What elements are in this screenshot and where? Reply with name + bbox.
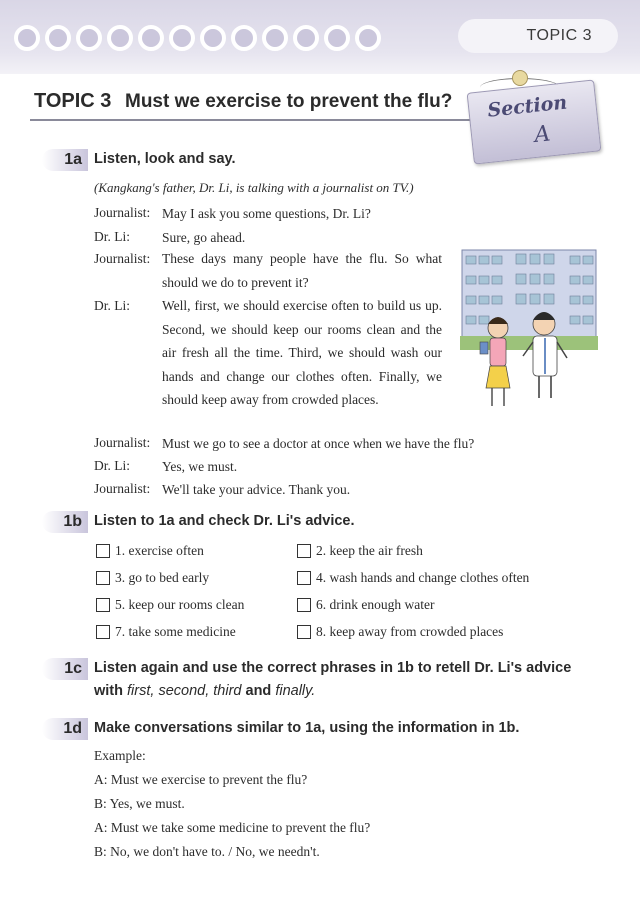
- example-line: A: Must we exercise to prevent the flu?: [94, 772, 308, 787]
- activity-badge-1c: 1c: [42, 658, 88, 680]
- circle-icon: [107, 25, 133, 51]
- example-label: Example:: [94, 748, 146, 763]
- activity-badge-1b: 1b: [42, 511, 88, 533]
- circle-icon: [324, 25, 350, 51]
- checkbox[interactable]: [297, 571, 311, 585]
- checklist-label: 4. wash hands and change clothes often: [316, 570, 530, 585]
- example-line: B: Yes, we must.: [94, 796, 185, 811]
- speaker-label: Journalist:: [94, 435, 151, 450]
- checkbox[interactable]: [96, 598, 110, 612]
- doctor-interview-illustration: [460, 246, 598, 416]
- dialogue-line: We'll take your advice. Thank you.: [162, 482, 351, 497]
- checkbox[interactable]: [297, 598, 311, 612]
- checklist-label: 2. keep the air fresh: [316, 543, 423, 558]
- instr-with: with: [94, 683, 123, 699]
- checkbox[interactable]: [96, 625, 110, 639]
- checkbox[interactable]: [297, 625, 311, 639]
- scene-note: (Kangkang's father, Dr. Li, is talking with a journalist on TV.): [94, 180, 414, 195]
- dialogue-line: Must we go to see a doctor at once when we have the flu?: [162, 436, 475, 451]
- instruction-1c-cont: [94, 683, 315, 699]
- activity-badge-1a: 1a: [42, 149, 88, 171]
- circle-icon: [293, 25, 319, 51]
- checklist-label: 6. drink enough water: [316, 597, 435, 612]
- decorative-circles: [14, 25, 381, 51]
- speaker-label: Journalist:: [94, 481, 151, 496]
- checkbox[interactable]: [96, 544, 110, 558]
- dialogue-line: These days many people have the flu. So what should we do to prevent it?: [162, 251, 442, 290]
- example-line: B: No, we don't have to. / No, we needn't.: [94, 844, 320, 859]
- topic-tab: TOPIC 3: [458, 19, 618, 53]
- checklist-item[interactable]: [96, 597, 244, 613]
- example-line: A: Must we take some medicine to prevent the flu?: [94, 820, 371, 835]
- checkbox[interactable]: [96, 571, 110, 585]
- instruction-1a: Listen, look and say.: [94, 151, 236, 167]
- circle-icon: [200, 25, 226, 51]
- section-tag: [467, 80, 602, 165]
- checkbox[interactable]: [297, 544, 311, 558]
- speaker-label: Journalist:: [94, 205, 151, 220]
- checklist-label: 3. go to bed early: [115, 570, 210, 585]
- topic-label: TOPIC 3: [34, 90, 112, 112]
- speaker-label: Journalist:: [94, 251, 151, 266]
- speaker-label: Dr. Li:: [94, 298, 130, 313]
- dialogue-line: Yes, we must.: [162, 459, 238, 474]
- dialogue-line: Sure, go ahead.: [162, 230, 246, 245]
- title-divider: [30, 119, 470, 121]
- instruction-1b: Listen to 1a and check Dr. Li's advice.: [94, 513, 355, 529]
- checklist-item[interactable]: [297, 597, 434, 613]
- checklist-label: 5. keep our rooms clean: [115, 597, 245, 612]
- circle-icon: [262, 25, 288, 51]
- activity-badge-1d: 1d: [42, 718, 88, 740]
- dialogue-line: Well, first, we should exercise often to build us up. Second, we should keep our rooms clean and the air fresh all the time. Third, we should wash our hands and change our clothes often. Finally, we should keep away from crowded places.: [162, 298, 442, 407]
- checklist-item[interactable]: [297, 624, 503, 640]
- checklist-item[interactable]: [297, 570, 529, 586]
- circle-icon: [45, 25, 71, 51]
- page-title: [34, 90, 452, 113]
- circle-icon: [231, 25, 257, 51]
- checklist-item[interactable]: [96, 624, 236, 640]
- circle-icon: [169, 25, 195, 51]
- topic-title-text: Must we exercise to prevent the flu?: [125, 91, 453, 112]
- circle-icon: [138, 25, 164, 51]
- circle-icon: [14, 25, 40, 51]
- checklist-label: 7. take some medicine: [115, 624, 236, 639]
- circle-icon: [76, 25, 102, 51]
- instruction-1d: Make conversations similar to 1a, using the information in 1b.: [94, 720, 520, 736]
- instr-and: and: [245, 683, 272, 699]
- checklist-item[interactable]: [96, 570, 209, 586]
- dialogue-line: May I ask you some questions, Dr. Li?: [162, 206, 371, 221]
- checklist-label: 1. exercise often: [115, 543, 204, 558]
- instr-finally: finally.: [275, 683, 316, 699]
- checklist-item[interactable]: [96, 543, 204, 559]
- header-band: [0, 0, 640, 74]
- speaker-label: Dr. Li:: [94, 458, 130, 473]
- checklist-label: 8. keep away from crowded places: [316, 624, 504, 639]
- checklist-item[interactable]: [297, 543, 423, 559]
- section-word: Section: [486, 91, 569, 122]
- speaker-label: Dr. Li:: [94, 229, 130, 244]
- instr-ordinals: first, second, third: [127, 683, 242, 699]
- instruction-1c: Listen again and use the correct phrases in 1b to retell Dr. Li's advice: [94, 660, 572, 676]
- section-letter: A: [533, 121, 552, 148]
- pin-icon: [512, 70, 528, 86]
- circle-icon: [355, 25, 381, 51]
